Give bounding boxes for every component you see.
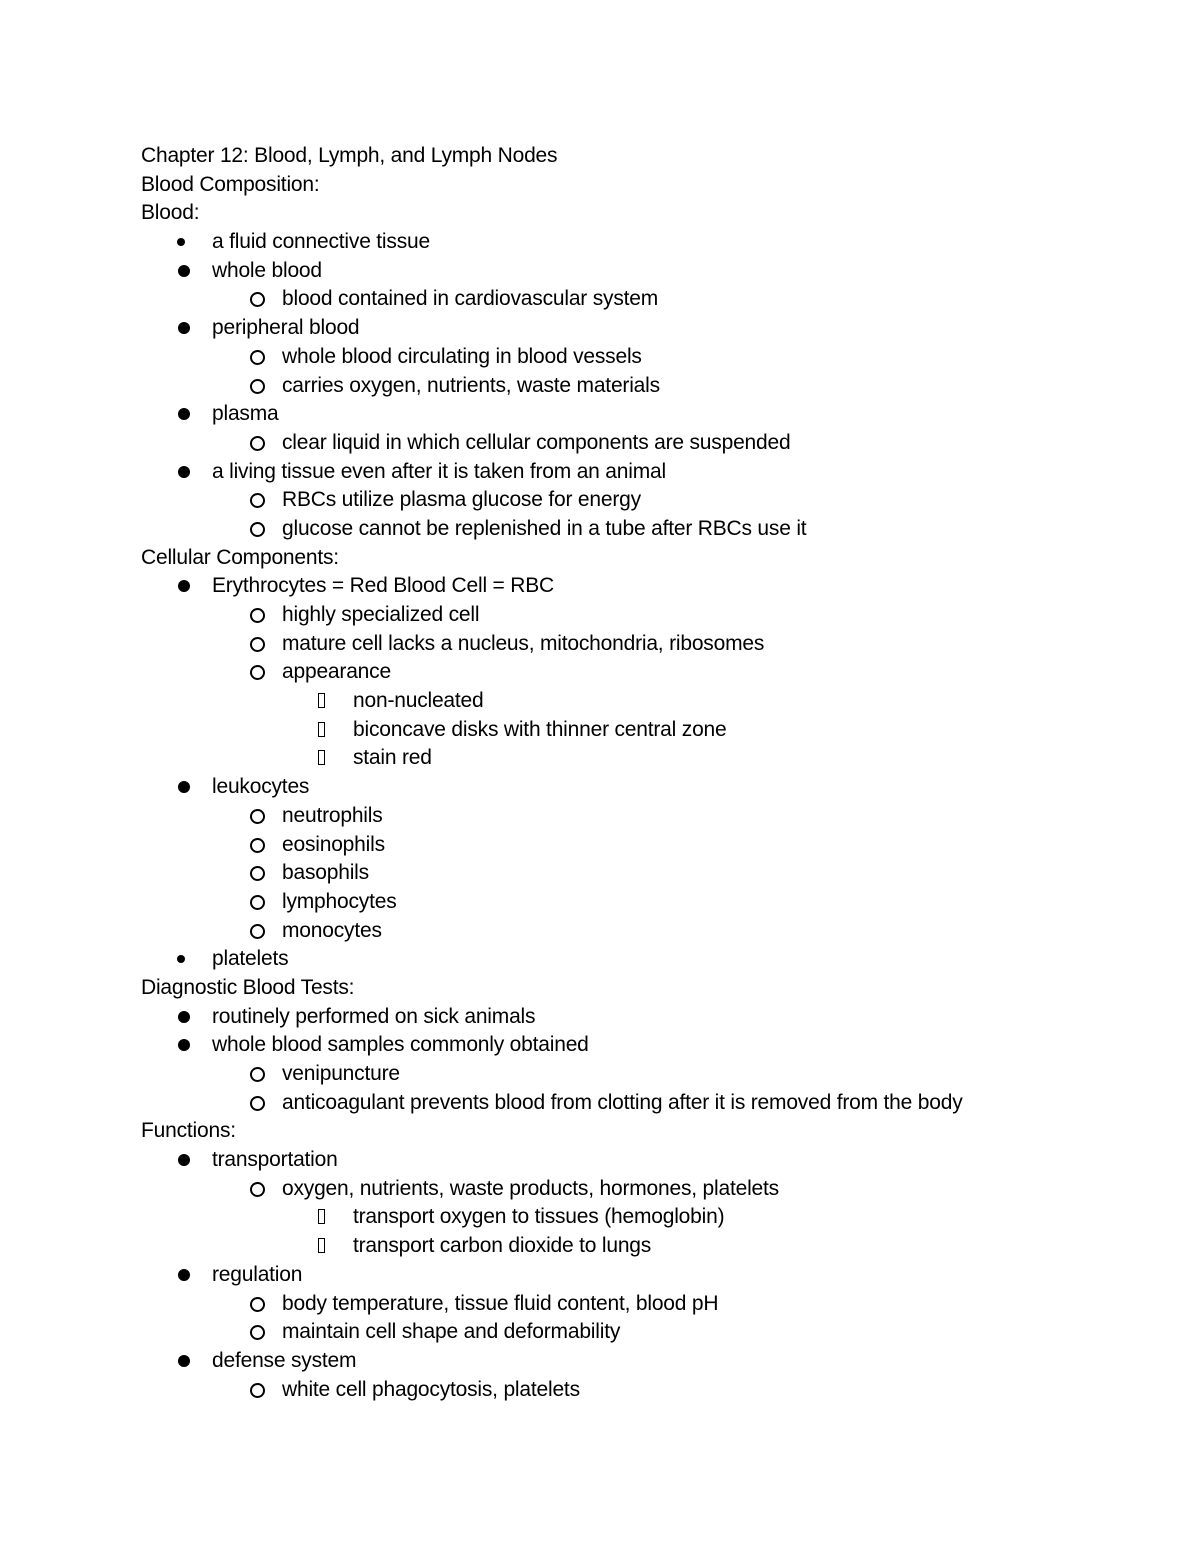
circle-bullet-icon xyxy=(250,350,265,365)
dot-bullet-icon xyxy=(178,580,190,592)
heading-text: Blood Composition: xyxy=(141,172,320,196)
heading-text: Functions: xyxy=(141,1119,236,1143)
list-item xyxy=(141,601,1161,630)
list-item-text: transport oxygen to tissues (hemoglobin) xyxy=(353,1205,725,1229)
list-item xyxy=(141,802,1161,831)
dot-bullet-icon xyxy=(178,1039,190,1051)
list-item-text: biconcave disks with thinner central zone xyxy=(353,717,727,741)
dot-bullet-icon xyxy=(178,1011,190,1023)
circle-bullet-icon xyxy=(250,1297,265,1312)
list-item-text: carries oxygen, nutrients, waste materials xyxy=(282,373,660,397)
list-item-text: neutrophils xyxy=(282,803,383,827)
list-item xyxy=(141,744,1161,773)
list-item-text: plasma xyxy=(212,402,279,426)
list-item xyxy=(141,458,1161,487)
list-item-text: appearance xyxy=(282,660,391,684)
list-item-text: whole blood xyxy=(212,258,322,282)
square-bullet-icon xyxy=(318,1209,325,1224)
circle-bullet-icon xyxy=(250,1067,265,1082)
circle-bullet-icon xyxy=(250,838,265,853)
list-item-text: leukocytes xyxy=(212,775,310,799)
list-item-text: RBCs utilize plasma glucose for energy xyxy=(282,488,641,512)
circle-bullet-icon xyxy=(250,924,265,939)
dot-bullet-icon xyxy=(178,408,190,420)
circle-bullet-icon xyxy=(250,436,265,451)
list-item-text: transport carbon dioxide to lungs xyxy=(353,1234,652,1258)
dot-bullet-icon xyxy=(178,265,190,277)
list-item-text: glucose cannot be replenished in a tube after RBCs use it xyxy=(282,516,807,540)
list-item-text: blood contained in cardiovascular system xyxy=(282,287,659,311)
list-item xyxy=(141,1175,1161,1204)
list-item xyxy=(141,1376,1161,1405)
list-item-text: eosinophils xyxy=(282,832,385,856)
list-item-text: whole blood circulating in blood vessels xyxy=(282,344,642,368)
circle-bullet-icon xyxy=(250,608,265,623)
list-item xyxy=(141,1232,1161,1261)
list-item xyxy=(141,515,1161,544)
list-item xyxy=(141,1003,1161,1032)
list-item xyxy=(141,917,1161,946)
list-item xyxy=(141,343,1161,372)
list-item xyxy=(141,687,1161,716)
list-item xyxy=(141,945,1161,974)
heading-text: Blood: xyxy=(141,201,200,225)
list-item-text: mature cell lacks a nucleus, mitochondria, ribosomes xyxy=(282,631,765,655)
list-item-text: monocytes xyxy=(282,918,382,942)
small-dot-bullet-icon xyxy=(177,238,185,246)
list-item xyxy=(141,658,1161,687)
list-item-text: routinely performed on sick animals xyxy=(212,1004,536,1028)
list-item xyxy=(141,859,1161,888)
list-item xyxy=(141,228,1161,257)
dot-bullet-icon xyxy=(178,1355,190,1367)
list-item-text: Erythrocytes = Red Blood Cell = RBC xyxy=(212,574,554,598)
list-item-text: lymphocytes xyxy=(282,889,397,913)
dot-bullet-icon xyxy=(178,466,190,478)
list-item xyxy=(141,1203,1161,1232)
list-item-text: peripheral blood xyxy=(212,316,360,340)
dot-bullet-icon xyxy=(178,1154,190,1166)
section-heading xyxy=(141,142,1161,171)
dot-bullet-icon xyxy=(178,322,190,334)
circle-bullet-icon xyxy=(250,379,265,394)
section-heading xyxy=(141,199,1161,228)
section-heading xyxy=(141,1117,1161,1146)
list-item-text: body temperature, tissue fluid content, blood pH xyxy=(282,1291,719,1315)
circle-bullet-icon xyxy=(250,637,265,652)
document-body xyxy=(141,142,1161,1404)
circle-bullet-icon xyxy=(250,665,265,680)
list-item-text: basophils xyxy=(282,861,369,885)
list-item xyxy=(141,1089,1161,1118)
circle-bullet-icon xyxy=(250,866,265,881)
circle-bullet-icon xyxy=(250,493,265,508)
list-item xyxy=(141,1261,1161,1290)
square-bullet-icon xyxy=(318,1238,325,1253)
square-bullet-icon xyxy=(318,750,325,765)
circle-bullet-icon xyxy=(250,1325,265,1340)
list-item-text: transportation xyxy=(212,1148,338,1172)
list-item-text: defense system xyxy=(212,1348,357,1372)
list-item-text: regulation xyxy=(212,1262,303,1286)
circle-bullet-icon xyxy=(250,1383,265,1398)
circle-bullet-icon xyxy=(250,895,265,910)
list-item xyxy=(141,630,1161,659)
section-heading xyxy=(141,544,1161,573)
list-item-text: anticoagulant prevents blood from clotting after it is removed from the body xyxy=(282,1090,963,1114)
list-item-text: venipuncture xyxy=(282,1062,400,1085)
dot-bullet-icon xyxy=(178,1269,190,1281)
list-item xyxy=(141,400,1161,429)
list-item xyxy=(141,314,1161,343)
list-item-text: a fluid connective tissue xyxy=(212,230,430,254)
list-item-text: platelets xyxy=(212,947,289,971)
section-heading xyxy=(141,974,1161,1003)
list-item xyxy=(141,1060,1161,1089)
list-item-text: clear liquid in which cellular components are suspended xyxy=(282,430,791,454)
list-item-text: highly specialized cell xyxy=(282,603,480,626)
heading-text: Diagnostic Blood Tests: xyxy=(141,975,355,999)
circle-bullet-icon xyxy=(250,809,265,824)
list-item xyxy=(141,773,1161,802)
list-item xyxy=(141,572,1161,601)
list-item-text: stain red xyxy=(353,746,432,770)
list-item-text: maintain cell shape and deformability xyxy=(282,1320,621,1344)
list-item xyxy=(141,257,1161,286)
circle-bullet-icon xyxy=(250,1096,265,1111)
list-item xyxy=(141,888,1161,917)
list-item xyxy=(141,1347,1161,1376)
list-item xyxy=(141,285,1161,314)
list-item xyxy=(141,429,1161,458)
heading-text: Chapter 12: Blood, Lymph, and Lymph Nodes xyxy=(141,144,558,167)
section-heading xyxy=(141,171,1161,200)
circle-bullet-icon xyxy=(250,1182,265,1197)
list-item-text: non-nucleated xyxy=(353,689,484,713)
square-bullet-icon xyxy=(318,693,325,708)
list-item xyxy=(141,372,1161,401)
dot-bullet-icon xyxy=(178,781,190,793)
list-item-text: whole blood samples commonly obtained xyxy=(212,1033,589,1057)
square-bullet-icon xyxy=(318,722,325,737)
list-item xyxy=(141,1290,1161,1319)
list-item xyxy=(141,716,1161,745)
list-item xyxy=(141,1031,1161,1060)
list-item xyxy=(141,486,1161,515)
circle-bullet-icon xyxy=(250,522,265,537)
circle-bullet-icon xyxy=(250,292,265,307)
list-item xyxy=(141,831,1161,860)
list-item xyxy=(141,1318,1161,1347)
heading-text: Cellular Components: xyxy=(141,545,339,569)
list-item-text: white cell phagocytosis, platelets xyxy=(282,1377,580,1401)
list-item-text: a living tissue even after it is taken from an animal xyxy=(212,459,666,483)
list-item xyxy=(141,1146,1161,1175)
list-item-text: oxygen, nutrients, waste products, hormones, platelets xyxy=(282,1176,779,1200)
small-dot-bullet-icon xyxy=(177,955,185,963)
